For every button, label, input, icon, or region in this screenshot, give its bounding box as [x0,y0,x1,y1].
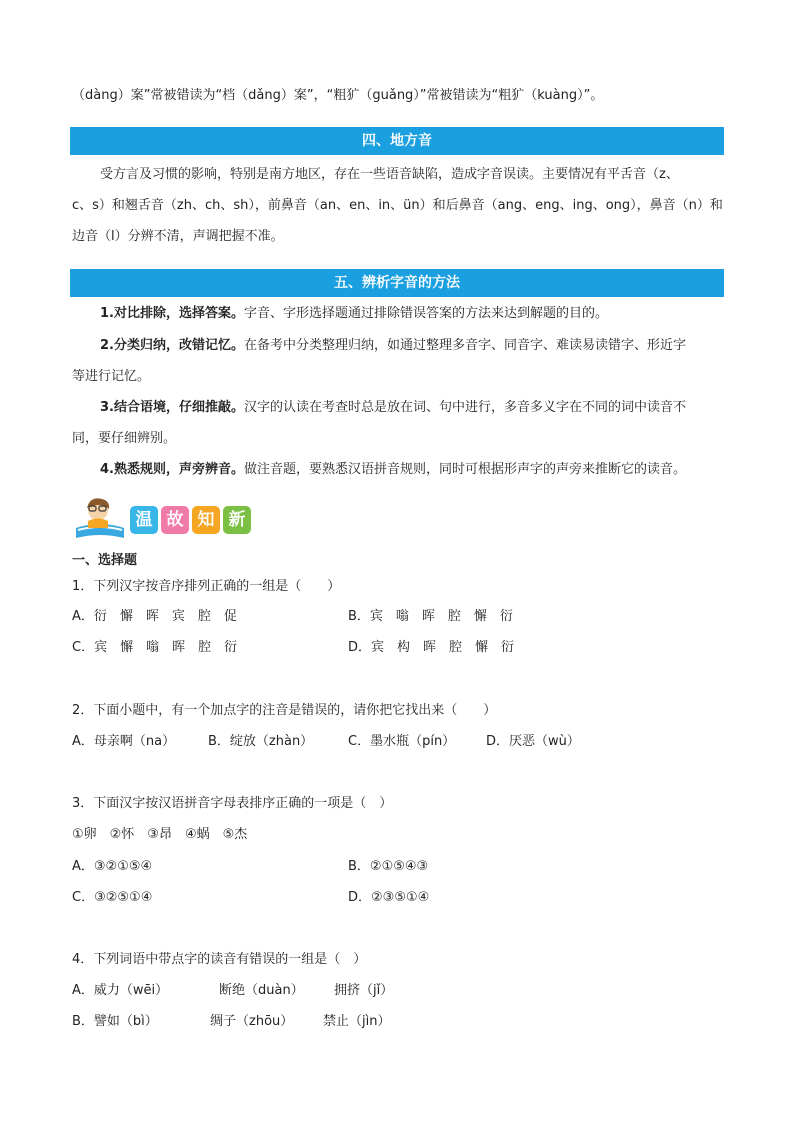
q3-option-d: D．②③⑤①④ [348,890,430,905]
q1-option-a: A．衍 懈 晖 宾 腔 促 [72,609,237,624]
review-tile-1: 温 [130,506,158,534]
review-tiles [130,506,254,534]
q1-option-d: D．宾 构 晖 腔 懈 衍 [348,640,515,655]
method-item-3-text: 汉字的认读在考查时总是放在词、句中进行，多音多义字在不同的词中读音不 [243,400,686,415]
method-item-4-heading: 4.熟悉规则，声旁辨音。 [100,462,244,477]
q1-stem: 1．下列汉字按音序排列正确的一组是（ ） [72,579,341,594]
q2-option-d: D．厌恶（wù） [486,734,580,749]
q4-option-b-word-2: 绸子（zhōu） [210,1014,294,1029]
section-banner-dialect: 四、地方音 [70,127,724,155]
review-tile-2: 故 [161,506,189,534]
q4-option-a-word-3: 拥挤（jǐ） [334,983,394,998]
q3-option-a: A．③②①⑤④ [72,859,153,874]
q4-option-b-word-3: 禁止（jìn） [323,1014,391,1029]
q1-option-b: B．宾 嗡 晖 腔 懈 衍 [348,609,513,624]
q3-option-c: C．③②⑤①④ [72,890,153,905]
q4-option-a-word-2: 断绝（duàn） [219,983,304,998]
method-item-1-text: 字音、字形选择题通过排除错误答案的方法来达到解题的目的。 [243,306,608,321]
student-reading-icon [72,494,128,542]
method-item-4-text: 做注音题，要熟悉汉语拼音规则，同时可根据形声字的声旁来推断它的读音。 [243,462,686,477]
method-item-1 [72,304,608,324]
method-item-3-cont: 同，要仔细辨别。 [72,431,177,446]
method-item-3 [72,398,686,418]
q2-option-b: B．绽放（zhàn） [208,734,314,749]
exercise-heading: 一、选择题 [72,553,138,568]
method-item-2 [72,336,686,356]
method-item-2-text: 在备考中分类整理归纳，如通过整理多音字、同音字、难读易读错字、形近字 [243,338,686,353]
section4-line-3: 边音（l）分辨不清，声调把握不准。 [72,229,284,244]
q1-option-c: C．宾 懈 嗡 晖 腔 衍 [72,640,238,655]
method-item-1-heading: 1.对比排除，选择答案。 [100,306,244,321]
q3-characters: ①卵 ②怀 ③昂 ④蜗 ⑤杰 [72,827,248,842]
q3-option-b: B．②①⑤④③ [348,859,429,874]
q4-option-a-word-1: A．威力（wēi） [72,983,169,998]
review-tile-3: 知 [192,506,220,534]
q4-option-b-word-1: B．譬如（bì） [72,1014,158,1029]
review-tile-4: 新 [223,506,251,534]
carry-over-line: （dàng）案”常被错读为“档（dǎng）案”，“粗犷（guǎng）”常被错读为“粗犷（kuàng）”。 [72,88,604,103]
review-badge [72,494,262,542]
section4-line-1: 受方言及习惯的影响，特别是南方地区，存在一些语音缺陷，造成字音误读。主要情况有平舌音（z、 [100,167,679,182]
method-item-4 [72,460,686,480]
q4-stem: 4．下列词语中带点字的读音有错误的一组是（ ） [72,952,367,967]
method-item-2-heading: 2.分类归纳，改错记忆。 [100,338,244,353]
q3-stem: 3．下面汉字按汉语拼音字母表排序正确的一项是（ ） [72,796,393,811]
section-banner-methods: 五、辨析字音的方法 [70,269,724,297]
method-item-2-cont: 等进行记忆。 [72,369,151,384]
q2-stem: 2．下面小题中，有一个加点字的注音是错误的，请你把它找出来（ ） [72,703,497,718]
q2-option-c: C．墨水瓶（pín） [348,734,456,749]
section4-line-2: c、s）和翘舌音（zh、ch、sh），前鼻音（an、en、in、ün）和后鼻音（ang、eng、ing、ong），鼻音（n）和 [72,198,723,213]
q2-option-a: A．母亲啊（na） [72,734,176,749]
method-item-3-heading: 3.结合语境，仔细推敲。 [100,400,244,415]
